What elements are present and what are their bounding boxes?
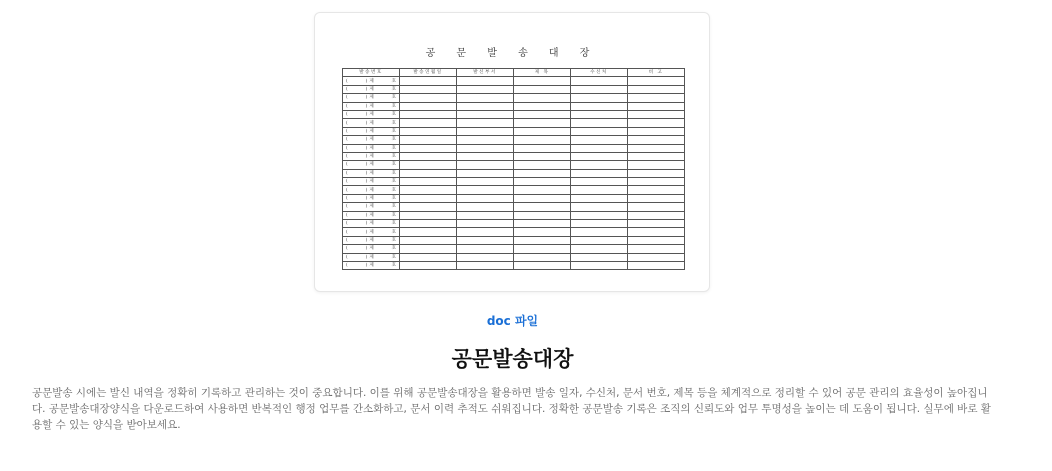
ledger-cell [628,169,685,177]
ledger-header-cell: 발신부서 [457,69,514,77]
number-suffix: 호 [391,229,396,235]
number-open-paren: ( [346,128,348,134]
number-suffix: 호 [391,95,396,101]
ledger-cell [514,110,571,118]
ledger-cell [628,220,685,228]
number-suffix: 호 [391,128,396,134]
ledger-number-cell [343,203,400,211]
number-prefix: 제 [369,196,374,202]
ledger-number-cell [343,119,400,127]
ledger-cell [400,194,457,202]
ledger-cell [457,77,514,85]
ledger-cell [514,203,571,211]
ledger-cell [571,77,628,85]
number-close-paren: ) [365,246,368,252]
number-close-paren: ) [365,263,368,269]
number-close-paren: ) [365,95,368,101]
ledger-cell [514,161,571,169]
ledger-cell [400,136,457,144]
ledger-body [343,77,685,270]
ledger-cell [457,144,514,152]
ledger-cell [628,161,685,169]
ledger-cell [514,136,571,144]
description-text: 공문발송 시에는 발신 내역을 정확히 기록하고 관리하는 것이 중요합니다. 이를 위해 공문발송대장을 활용하면 발송 일자, 수신처, 문서 번호, 제목 등을 체계적으로 정리할 수 있어 공문 관리의 효율성이 높아집니다. 공문발송대장양식을 다운로드하여 사용하면 반복적인 행정 업무를 간소화하고, 문서 이력 추적도 쉬워집니다. 정확한 공문발송 기록은 조직의 신뢰도와 업무 투명성을 높이는 데 도움이 됩니다. 실무에 바로 활용할 수 있는 양식을 받아보세요. [32,387,991,431]
ledger-cell [571,102,628,110]
ledger-cell [571,186,628,194]
number-open-paren: ( [346,196,348,202]
ledger-cell [571,136,628,144]
ledger-cell [571,228,628,236]
ledger-cell [514,169,571,177]
number-close-paren: ) [365,86,368,92]
number-prefix: 제 [369,78,374,84]
number-mid [346,212,396,219]
ledger-row [343,119,685,127]
ledger-cell [400,152,457,160]
number-mid [346,170,396,177]
number-prefix: 제 [369,212,374,218]
number-prefix: 제 [369,86,374,92]
ledger-cell [571,211,628,219]
ledger-cell [400,161,457,169]
ledger-cell [457,127,514,135]
ledger-cell [400,220,457,228]
number-mid [346,254,396,261]
number-open-paren: ( [346,137,348,143]
number-prefix: 제 [369,137,374,143]
ledger-cell [400,203,457,211]
number-open-paren: ( [346,103,348,109]
ledger-number-cell [343,186,400,194]
ledger-number-cell [343,152,400,160]
number-open-paren: ( [346,212,348,218]
number-prefix: 제 [369,95,374,101]
ledger-cell [571,110,628,118]
ledger-cell [628,178,685,186]
ledger-cell [457,203,514,211]
ledger-cell [457,245,514,253]
number-prefix: 제 [369,103,374,109]
number-open-paren: ( [346,154,348,160]
number-mid [346,195,396,202]
ledger-row [343,77,685,85]
ledger-cell [571,161,628,169]
ledger-cell [514,94,571,102]
ledger-cell [400,261,457,269]
ledger-number-cell [343,228,400,236]
ledger-number-cell [343,102,400,110]
ledger-cell [571,203,628,211]
ledger-cell [628,236,685,244]
number-prefix: 제 [369,162,374,168]
number-open-paren: ( [346,162,348,168]
ledger-cell [457,152,514,160]
ledger-cell [628,253,685,261]
ledger-cell [628,211,685,219]
ledger-cell [628,127,685,135]
ledger-cell [628,228,685,236]
ledger-cell [400,77,457,85]
number-suffix: 호 [391,170,396,176]
ledger-cell [628,85,685,93]
ledger-number-cell [343,245,400,253]
number-prefix: 제 [369,204,374,210]
ledger-cell [457,236,514,244]
ledger-row [343,102,685,110]
number-close-paren: ) [365,145,368,151]
number-suffix: 호 [391,254,396,260]
ledger-cell [514,220,571,228]
number-mid [346,203,396,210]
ledger-number-cell [343,178,400,186]
number-mid [346,229,396,236]
ledger-row [343,236,685,244]
number-close-paren: ) [365,103,368,109]
number-mid [346,237,396,244]
number-prefix: 제 [369,112,374,118]
ledger-number-cell [343,261,400,269]
ledger-number-cell [343,94,400,102]
number-mid [346,120,396,127]
number-mid [346,153,396,160]
number-suffix: 호 [391,196,396,202]
number-suffix: 호 [391,78,396,84]
number-mid [346,245,396,252]
ledger-cell [514,245,571,253]
number-prefix: 제 [369,187,374,193]
ledger-cell [628,119,685,127]
ledger-number-cell [343,253,400,261]
ledger-cell [400,119,457,127]
ledger-cell [457,169,514,177]
ledger-cell [628,203,685,211]
number-prefix: 제 [369,179,374,185]
number-mid [346,103,396,110]
number-mid [346,161,396,168]
ledger-row [343,136,685,144]
ledger-cell [514,102,571,110]
number-prefix: 제 [369,120,374,126]
ledger-header-cell: 발송연월일 [400,69,457,77]
number-suffix: 호 [391,246,396,252]
number-open-paren: ( [346,78,348,84]
ledger-cell [514,186,571,194]
number-suffix: 호 [391,154,396,160]
number-close-paren: ) [365,154,368,160]
number-open-paren: ( [346,246,348,252]
ledger-cell [457,253,514,261]
ledger-row [343,144,685,152]
number-open-paren: ( [346,221,348,227]
ledger-row [343,178,685,186]
ledger-cell [457,186,514,194]
ledger-cell [457,161,514,169]
ledger-cell [628,261,685,269]
ledger-cell [628,110,685,118]
ledger-cell [628,245,685,253]
number-prefix: 제 [369,254,374,260]
number-close-paren: ) [365,221,368,227]
number-open-paren: ( [346,204,348,210]
number-open-paren: ( [346,263,348,269]
ledger-cell [571,85,628,93]
ledger-cell [457,211,514,219]
ledger-cell [400,245,457,253]
ledger-row [343,245,685,253]
number-suffix: 호 [391,112,396,118]
ledger-row [343,169,685,177]
ledger-cell [400,186,457,194]
number-suffix: 호 [391,120,396,126]
ledger-cell [400,178,457,186]
number-prefix: 제 [369,145,374,151]
ledger-cell [457,85,514,93]
number-mid [346,178,396,185]
number-suffix: 호 [391,238,396,243]
ledger-cell [457,220,514,228]
ledger-table [342,68,685,270]
number-suffix: 호 [391,162,396,168]
number-prefix: 제 [369,154,374,160]
ledger-number-cell [343,194,400,202]
ledger-header-cell: 제 목 [514,69,571,77]
number-close-paren: ) [365,196,368,202]
number-open-paren: ( [346,145,348,151]
ledger-cell [514,194,571,202]
ledger-row [343,186,685,194]
number-prefix: 제 [369,238,374,243]
ledger-row [343,194,685,202]
ledger-cell [571,194,628,202]
ledger-number-cell [343,236,400,244]
number-prefix: 제 [369,170,374,176]
ledger-header-cell: 수신처 [571,69,628,77]
ledger-row [343,228,685,236]
number-open-paren: ( [346,86,348,92]
number-suffix: 호 [391,187,396,193]
number-open-paren: ( [346,120,348,126]
ledger-cell [628,94,685,102]
ledger-row [343,220,685,228]
ledger-cell [571,119,628,127]
ledger-cell [628,102,685,110]
ledger-cell [628,194,685,202]
ledger-cell [514,261,571,269]
ledger-cell [514,127,571,135]
number-close-paren: ) [365,170,368,176]
number-open-paren: ( [346,179,348,185]
ledger-cell [571,144,628,152]
ledger-cell [514,85,571,93]
number-close-paren: ) [365,120,368,126]
ledger-cell [571,169,628,177]
number-open-paren: ( [346,229,348,235]
ledger-cell [514,253,571,261]
ledger-cell [571,152,628,160]
ledger-number-cell [343,77,400,85]
ledger-row [343,261,685,269]
ledger-cell [571,94,628,102]
ledger-header-row [343,69,685,77]
number-mid [346,111,396,118]
ledger-cell [514,236,571,244]
number-close-paren: ) [365,238,368,243]
page-title: 공문발송대장 [451,347,574,371]
ledger-cell [514,211,571,219]
number-prefix: 제 [369,128,374,134]
ledger-row [343,127,685,135]
ledger-header-cell: 비 고 [628,69,685,77]
ledger-number-cell [343,169,400,177]
ledger-cell [571,253,628,261]
number-close-paren: ) [365,112,368,118]
number-mid [346,187,396,194]
ledger-cell [400,169,457,177]
ledger-cell [628,186,685,194]
ledger-cell [571,245,628,253]
ledger-number-cell [343,127,400,135]
number-close-paren: ) [365,78,368,84]
ledger-cell [628,144,685,152]
number-suffix: 호 [391,145,396,151]
number-prefix: 제 [369,221,374,227]
number-mid [346,128,396,135]
ledger-row [343,161,685,169]
number-close-paren: ) [365,254,368,260]
number-mid [346,86,396,93]
number-close-paren: ) [365,162,368,168]
ledger-cell [457,119,514,127]
ledger-cell [457,261,514,269]
number-open-paren: ( [346,254,348,260]
ledger-cell [514,144,571,152]
ledger-cell [571,236,628,244]
number-open-paren: ( [346,238,348,243]
ledger-number-cell [343,211,400,219]
ledger-cell [514,178,571,186]
number-close-paren: ) [365,137,368,143]
ledger-number-cell [343,85,400,93]
ledger-number-cell [343,110,400,118]
ledger-cell [400,94,457,102]
ledger-cell [514,119,571,127]
ledger-number-cell [343,136,400,144]
ledger-row [343,85,685,93]
ledger-cell [400,110,457,118]
ledger-cell [400,102,457,110]
number-suffix: 호 [391,103,396,109]
ledger-row [343,94,685,102]
number-mid [346,94,396,101]
number-prefix: 제 [369,263,374,269]
ledger-cell [400,127,457,135]
number-open-paren: ( [346,112,348,118]
number-close-paren: ) [365,229,368,235]
ledger-cell [571,261,628,269]
ledger-number-cell [343,144,400,152]
number-mid [346,262,396,269]
number-close-paren: ) [365,179,368,185]
ledger-cell [457,110,514,118]
ledger-row [343,110,685,118]
number-open-paren: ( [346,187,348,193]
ledger-row [343,211,685,219]
ledger-cell [400,144,457,152]
ledger-number-cell [343,161,400,169]
ledger-cell [457,136,514,144]
ledger-cell [571,127,628,135]
number-prefix: 제 [369,246,374,252]
ledger-row [343,152,685,160]
document-preview-title: 공 문 발 송 대 장 [425,48,599,59]
ledger-cell [571,220,628,228]
number-suffix: 호 [391,204,396,210]
number-open-paren: ( [346,95,348,101]
number-close-paren: ) [365,212,368,218]
ledger-cell [514,152,571,160]
number-suffix: 호 [391,86,396,92]
number-close-paren: ) [365,128,368,134]
number-mid [346,220,396,227]
number-close-paren: ) [365,187,368,193]
ledger-cell [514,228,571,236]
ledger-cell [457,228,514,236]
number-suffix: 호 [391,221,396,227]
file-type-link[interactable]: doc 파일 [486,314,539,328]
ledger-cell [628,77,685,85]
number-open-paren: ( [346,170,348,176]
number-mid [346,145,396,152]
ledger-cell [400,236,457,244]
number-mid [346,136,396,143]
ledger-header-cell: 발송번호 [343,69,400,77]
ledger-cell [571,178,628,186]
ledger-cell [457,178,514,186]
number-suffix: 호 [391,137,396,143]
ledger-cell [628,152,685,160]
ledger-cell [457,194,514,202]
ledger-row [343,203,685,211]
ledger-cell [457,94,514,102]
number-mid [346,78,396,85]
ledger-cell [400,228,457,236]
ledger-number-cell [343,220,400,228]
ledger-cell [628,136,685,144]
number-suffix: 호 [391,212,396,218]
number-close-paren: ) [365,204,368,210]
ledger-row [343,253,685,261]
ledger-cell [400,211,457,219]
ledger-cell [400,253,457,261]
number-prefix: 제 [369,229,374,235]
ledger-cell [514,77,571,85]
document-preview-card[interactable] [314,12,710,292]
ledger-cell [457,102,514,110]
ledger-cell [400,85,457,93]
number-suffix: 호 [391,263,396,269]
number-suffix: 호 [391,179,396,185]
